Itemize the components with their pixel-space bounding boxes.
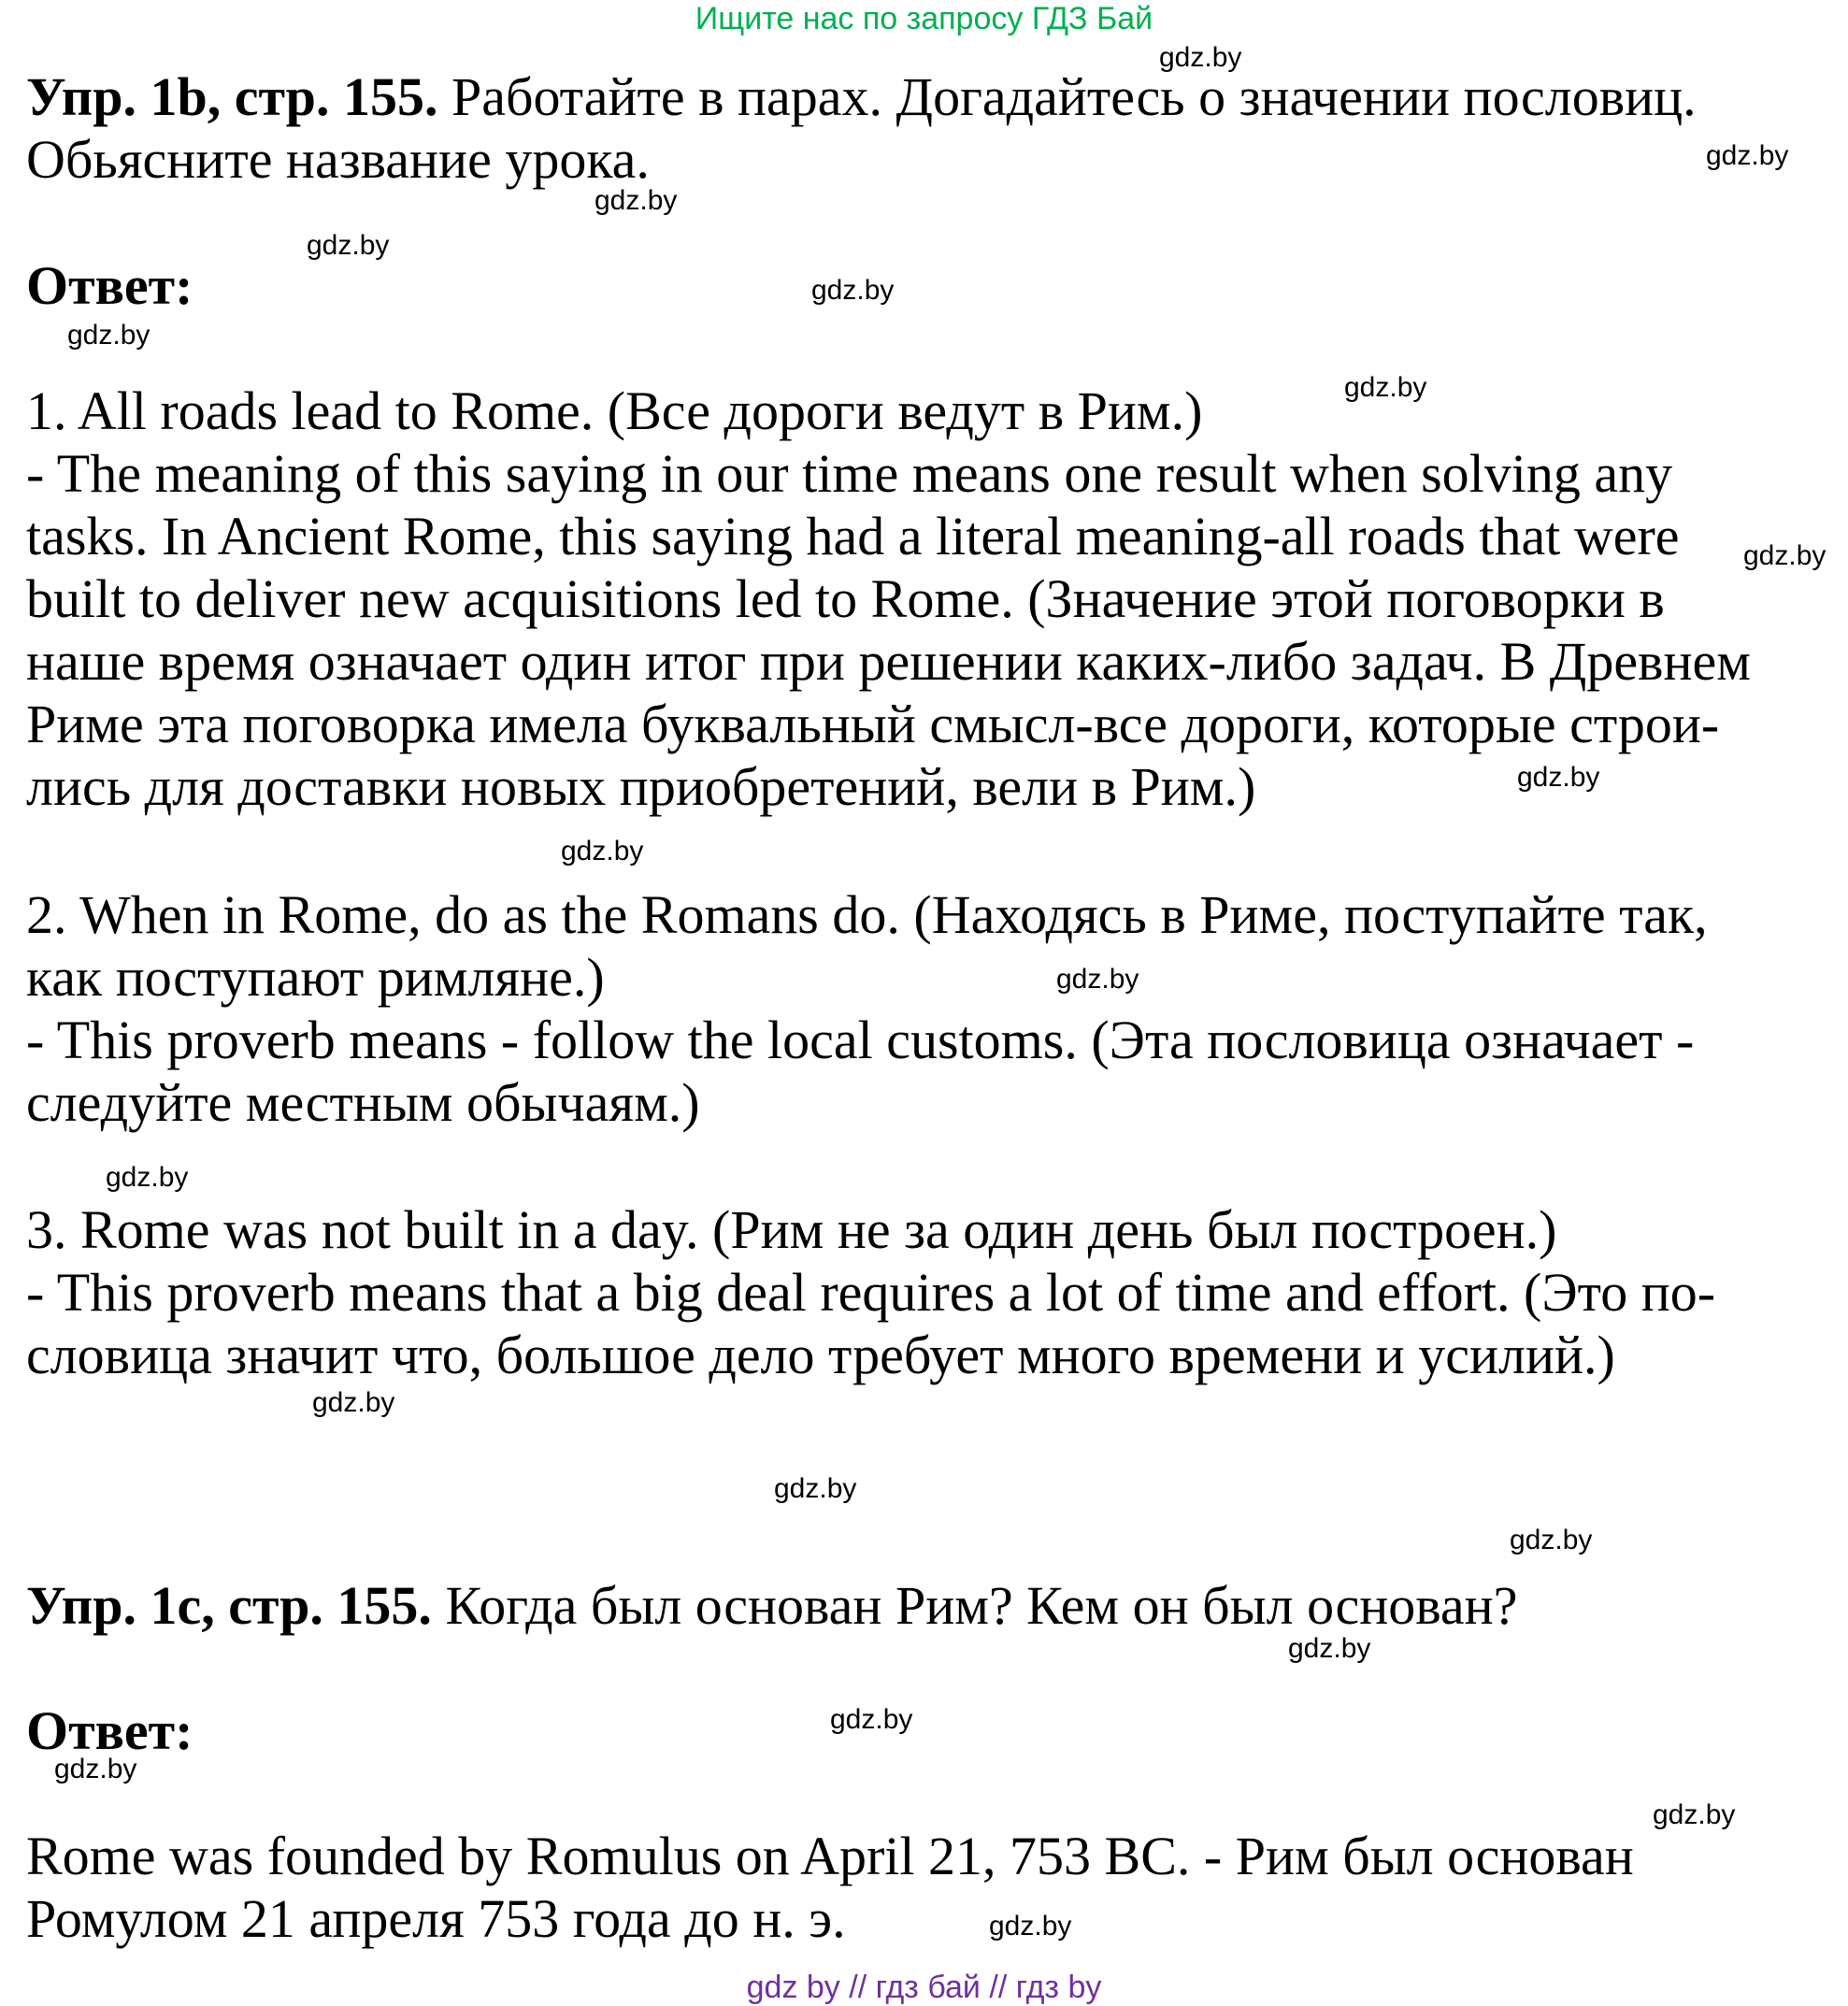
exercise-1c-heading: Упр. 1c, стр. 155. xyxy=(26,1575,432,1636)
watermark: gdz.by xyxy=(106,1162,189,1193)
footer-text: gdz by // гдз бай // гдз by xyxy=(746,1970,1102,2005)
explanation-line: - The meaning of this saying in our time means one result when solving any xyxy=(26,443,1673,504)
watermark: gdz.by xyxy=(1743,540,1827,571)
proverb-item-3 xyxy=(26,1198,1802,1386)
search-banner xyxy=(0,0,1848,37)
answer-line: Rome was founded by Romulus on April 21, 753 BC. - Рим был основан xyxy=(26,1826,1634,1886)
watermark: gdz.by xyxy=(830,1704,913,1735)
explanation-line: Риме эта поговорка имела буквальный смысл-все дороги, которые строи- xyxy=(26,694,1720,754)
answer-label: Ответ: xyxy=(26,255,193,316)
watermark: gdz.by xyxy=(989,1911,1072,1942)
explanation-line: - This proverb means - follow the local customs. (Эта пословица означает - xyxy=(26,1010,1695,1070)
watermark: gdz.by xyxy=(595,185,678,216)
watermark: gdz.by xyxy=(1517,762,1600,793)
exercise-1c-task-text: Когда был основан Рим? Кем он был основан? xyxy=(431,1575,1518,1636)
watermark: gdz.by xyxy=(1510,1525,1593,1555)
explanation-line: лись для доставки новых приобретений, вели в Рим.) xyxy=(26,756,1256,817)
watermark: gdz.by xyxy=(811,275,895,306)
exercise-1c-task xyxy=(26,1574,1802,1637)
exercise-1b-task-line xyxy=(26,65,1802,128)
proverb-title: 2. When in Rome, do as the Romans do. (Находясь в Риме, поступайте так, xyxy=(26,884,1708,945)
explanation-line: наше время означает один итог при решении каких-либо задач. В Древнем xyxy=(26,631,1751,692)
watermark: gdz.by xyxy=(774,1473,857,1504)
proverb-item-2 xyxy=(26,883,1802,1134)
answer-label: Ответ: xyxy=(26,1700,193,1761)
explanation-line: tasks. In Ancient Rome, this saying had a literal meaning-all roads that were xyxy=(26,506,1680,566)
watermark: gdz.by xyxy=(1056,964,1139,995)
footer-watermark xyxy=(0,1969,1848,2006)
exercise-1c-answer xyxy=(26,1825,1802,1950)
watermark: gdz.by xyxy=(561,836,644,867)
proverb-title: как поступают римляне.) xyxy=(26,947,605,1008)
watermark: gdz.by xyxy=(312,1387,395,1418)
answer-line: Ромулом 21 апреля 753 года до н. э. xyxy=(26,1888,846,1949)
proverb-title: 3. Rome was not built in a day. (Рим не за один день был построен.) xyxy=(26,1199,1557,1260)
proverb-title: 1. All roads lead to Rome. (Все дороги ведут в Рим.) xyxy=(26,380,1203,441)
watermark: gdz.by xyxy=(1653,1799,1736,1830)
exercise-1b-heading: Упр. 1b, стр. 155. xyxy=(26,66,438,127)
watermark: gdz.by xyxy=(307,230,390,261)
watermark: gdz.by xyxy=(67,320,150,351)
watermark: gdz.by xyxy=(1288,1633,1371,1664)
watermark: gdz.by xyxy=(1159,42,1242,73)
search-banner-text: Ищите нас по запросу ГДЗ Бай xyxy=(695,1,1153,36)
watermark: gdz.by xyxy=(54,1754,137,1784)
exercise-1c-task-line xyxy=(26,1574,1802,1637)
watermark: gdz.by xyxy=(1344,372,1427,403)
explanation-line: built to deliver new acquisitions led to Rome. (Значение этой поговорки в xyxy=(26,568,1665,629)
exercise-1b-task-text: Работайте в парах. Догадайтесь о значении пословиц. xyxy=(437,66,1697,127)
explanation-line: следуйте местным обычаям.) xyxy=(26,1072,700,1133)
watermark: gdz.by xyxy=(1706,140,1789,171)
exercise-1b-task-line: Обьясните название урока. xyxy=(26,129,650,190)
exercise-1b-task xyxy=(26,65,1802,191)
proverb-item-1 xyxy=(26,380,1802,818)
explanation-line: словица значит что, большое дело требует много времени и усилий.) xyxy=(26,1325,1615,1385)
explanation-line: - This proverb means that a big deal requires a lot of time and effort. (Это по- xyxy=(26,1262,1716,1323)
